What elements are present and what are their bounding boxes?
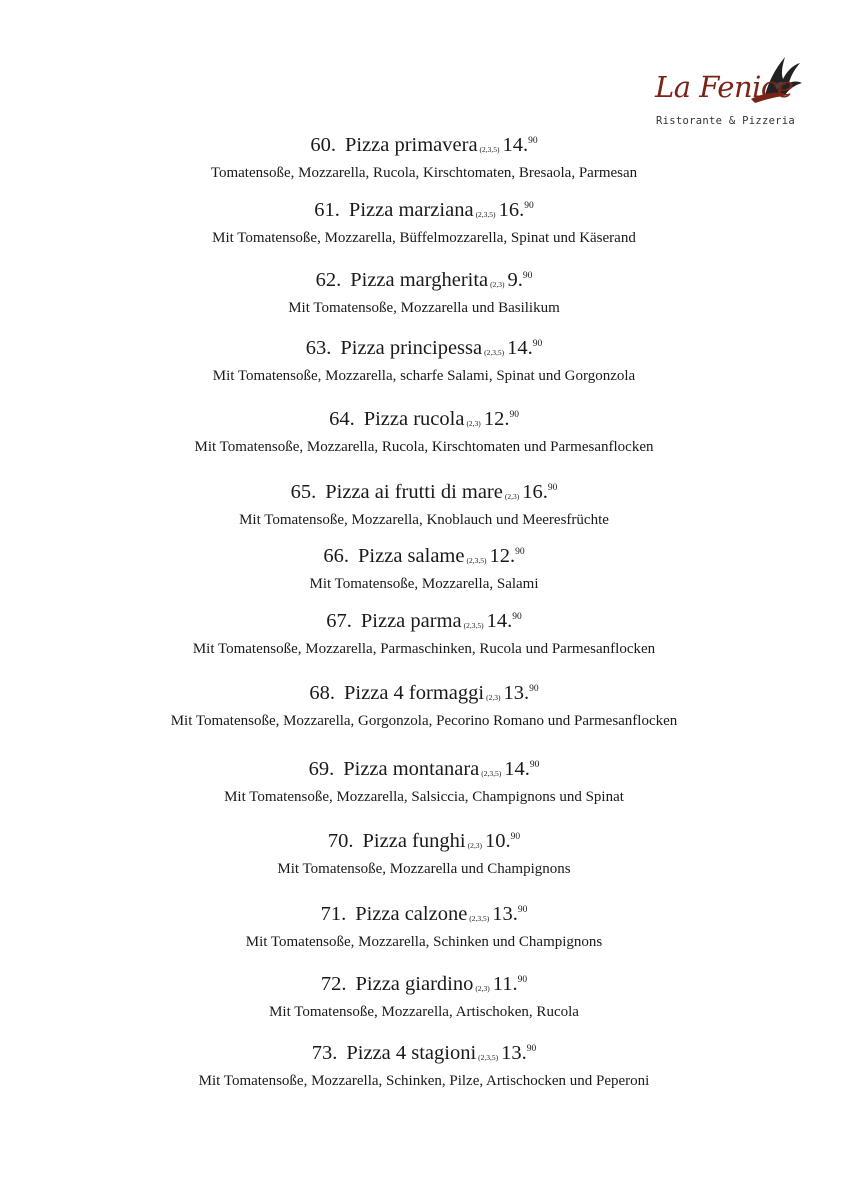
item-price xyxy=(508,269,533,291)
price-main: 10. xyxy=(484,830,511,852)
menu-item xyxy=(0,336,848,385)
price-main: 13. xyxy=(501,1042,527,1064)
item-description: Mit Tomatensoße, Mozzarella, Büffelmozzarella, Spinat und Käserand xyxy=(212,230,636,246)
item-description: Mit Tomatensoße, Mozzarella, Rucola, Kirschtomaten und Parmesanflocken xyxy=(194,439,654,455)
allergen-codes: (2,3) xyxy=(466,419,481,428)
item-name: Pizza rucola xyxy=(363,408,465,430)
allergen-codes: (2,3,5) xyxy=(475,210,496,219)
item-number: 60. xyxy=(310,134,336,156)
brand-subtitle: Ristorante & Pizzeria xyxy=(656,115,796,127)
item-price xyxy=(492,903,527,925)
menu-item-title xyxy=(0,198,848,227)
price-main: 11. xyxy=(492,973,518,995)
allergen-codes: (2,3,5) xyxy=(466,556,487,565)
item-description: Mit Tomatensoße, Mozzarella, Parmaschinken, Rucola und Parmesanflocken xyxy=(192,641,656,657)
price-main: 12. xyxy=(483,408,510,430)
item-description: Mit Tomatensoße, Mozzarella, Knoblauch und Meeresfrüchte xyxy=(239,512,609,528)
item-name: Pizza funghi xyxy=(362,830,466,852)
item-name: Pizza giardino xyxy=(355,973,474,995)
menu-item-title xyxy=(0,681,848,710)
menu-item xyxy=(0,544,848,593)
menu-item-title xyxy=(0,407,848,436)
item-price xyxy=(503,682,538,704)
price-main: 12. xyxy=(489,545,516,567)
restaurant-logo xyxy=(650,55,810,130)
price-cents: 90 xyxy=(512,612,522,622)
allergen-codes: (2,3) xyxy=(486,693,501,702)
item-name: Pizza margherita xyxy=(350,269,489,291)
item-description: Mit Tomatensoße, Mozzarella, scharfe Salami, Spinat und Gorgonzola xyxy=(212,368,636,384)
allergen-codes: (2,3) xyxy=(504,492,520,501)
item-number: 65. xyxy=(290,481,317,503)
item-description: Mit Tomatensoße, Mozzarella, Salsiccia, Champignons und Spinat xyxy=(224,789,624,805)
allergen-codes: (2,3,5) xyxy=(484,348,505,357)
price-main: 14. xyxy=(504,758,530,780)
allergen-codes: (2,3,5) xyxy=(463,621,484,630)
price-main: 13. xyxy=(492,903,518,925)
menu-item xyxy=(0,609,848,658)
menu-item xyxy=(0,480,848,529)
menu-item-title xyxy=(0,1041,848,1070)
price-main: 14. xyxy=(486,610,513,632)
price-cents: 90 xyxy=(529,684,539,694)
item-name: Pizza parma xyxy=(360,610,462,632)
allergen-codes: (2,3) xyxy=(490,280,505,289)
item-price xyxy=(507,337,542,359)
allergen-codes: (2,3,5) xyxy=(481,769,502,778)
menu-item xyxy=(0,757,848,806)
price-cents: 90 xyxy=(532,339,543,349)
price-main: 16. xyxy=(522,481,548,503)
item-number: 69. xyxy=(308,758,335,780)
item-number: 72. xyxy=(320,973,347,995)
item-description: Mit Tomatensoße, Mozzarella, Schinken, Pilze, Artischocken und Peperoni xyxy=(198,1073,650,1089)
item-description: Mit Tomatensoße, Mozzarella und Champignons xyxy=(277,861,571,877)
menu-item xyxy=(0,829,848,878)
item-number: 66. xyxy=(323,545,350,567)
price-main: 13. xyxy=(503,682,530,704)
price-main: 16. xyxy=(498,199,525,221)
item-price xyxy=(487,610,522,632)
item-number: 70. xyxy=(327,830,354,852)
item-description: Mit Tomatensoße, Mozzarella, Schinken und Champignons xyxy=(245,934,603,950)
item-description: Tomatensoße, Mozzarella, Rucola, Kirschtomaten, Bresaola, Parmesan xyxy=(210,165,638,181)
price-main: 14. xyxy=(502,134,529,156)
price-cents: 90 xyxy=(529,760,540,770)
item-price xyxy=(489,545,524,567)
item-number: 68. xyxy=(309,682,336,704)
item-price xyxy=(501,1042,536,1064)
menu-item-title xyxy=(0,268,848,297)
item-number: 67. xyxy=(326,610,352,632)
price-main: 14. xyxy=(507,337,533,359)
allergen-codes: (2,3) xyxy=(467,841,482,850)
allergen-codes: (2,3,5) xyxy=(479,145,500,154)
item-number: 61. xyxy=(314,199,340,221)
menu-item xyxy=(0,407,848,456)
price-cents: 90 xyxy=(509,410,519,420)
item-number: 73. xyxy=(311,1042,338,1064)
price-cents: 90 xyxy=(515,547,525,557)
item-price xyxy=(499,199,534,221)
brand-name: La Fenice xyxy=(655,70,794,104)
allergen-codes: (2,3) xyxy=(475,984,490,993)
item-number: 63. xyxy=(305,337,332,359)
item-price xyxy=(504,758,539,780)
menu-item xyxy=(0,198,848,247)
allergen-codes: (2,3,5) xyxy=(469,914,490,923)
item-price xyxy=(522,481,557,503)
item-name: Pizza primavera xyxy=(344,134,478,156)
price-cents: 90 xyxy=(524,201,534,211)
price-cents: 90 xyxy=(547,483,558,493)
item-number: 71. xyxy=(320,903,347,925)
item-name: Pizza salame xyxy=(358,545,465,567)
menu-item-title xyxy=(0,829,848,858)
menu-item-title xyxy=(0,544,848,573)
item-name: Pizza 4 formaggi xyxy=(344,682,485,704)
menu-item xyxy=(0,972,848,1021)
menu-item-title xyxy=(0,972,848,1001)
price-cents: 90 xyxy=(522,271,533,281)
menu-item-title xyxy=(0,336,848,365)
price-cents: 90 xyxy=(510,832,521,842)
menu-item-title xyxy=(0,902,848,931)
allergen-codes: (2,3,5) xyxy=(478,1053,499,1062)
menu-item-title xyxy=(0,609,848,638)
item-description: Mit Tomatensoße, Mozzarella, Salami xyxy=(309,576,539,592)
item-description: Mit Tomatensoße, Mozzarella, Artischoken, Rucola xyxy=(269,1004,579,1020)
menu-item xyxy=(0,268,848,317)
menu-item xyxy=(0,133,848,182)
menu-item xyxy=(0,902,848,951)
item-price xyxy=(484,408,519,430)
item-name: Pizza ai frutti di mare xyxy=(325,481,503,503)
item-number: 62. xyxy=(315,269,342,291)
item-number: 64. xyxy=(329,408,355,430)
price-main: 9. xyxy=(507,269,523,291)
item-name: Pizza calzone xyxy=(355,903,468,925)
item-name: Pizza marziana xyxy=(348,199,474,221)
item-price xyxy=(503,134,538,156)
price-cents: 90 xyxy=(526,1044,537,1054)
menu-item-title xyxy=(0,133,848,162)
menu-item xyxy=(0,1041,848,1090)
item-price xyxy=(485,830,520,852)
item-description: Mit Tomatensoße, Mozzarella, Gorgonzola, Pecorino Romano und Parmesanflocken xyxy=(170,713,678,729)
item-name: Pizza principessa xyxy=(340,337,483,359)
menu-item xyxy=(0,681,848,730)
price-cents: 90 xyxy=(517,905,528,915)
item-name: Pizza 4 stagioni xyxy=(346,1042,477,1064)
item-name: Pizza montanara xyxy=(343,758,480,780)
price-cents: 90 xyxy=(528,136,538,146)
menu-item-title xyxy=(0,480,848,509)
item-price xyxy=(493,973,527,995)
item-description: Mit Tomatensoße, Mozzarella und Basilikum xyxy=(288,300,560,316)
price-cents: 90 xyxy=(517,975,528,985)
menu-item-title xyxy=(0,757,848,786)
